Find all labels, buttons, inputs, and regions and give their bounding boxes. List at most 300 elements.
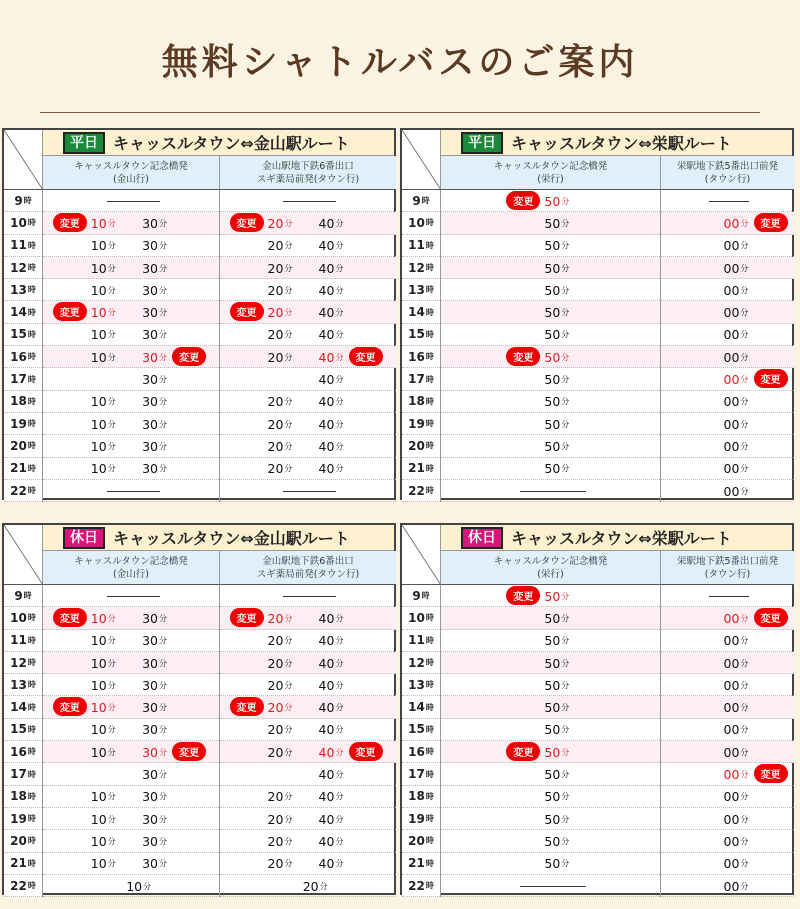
hour-cell [4, 719, 42, 741]
hour-cell [402, 324, 440, 346]
minute-value: 40 [318, 461, 335, 477]
hour-suffix: 時 [27, 680, 36, 690]
minute-value: 20 [267, 610, 284, 626]
time-cell [661, 741, 794, 763]
minute-suffix: 分 [335, 636, 344, 646]
time-cell [661, 763, 794, 785]
minute-suffix: 分 [284, 613, 293, 623]
minute-value: 10 [90, 238, 107, 254]
time-cell [43, 830, 219, 852]
no-service-dash [283, 201, 336, 202]
departure-minute [319, 324, 344, 346]
hour-cell [402, 652, 440, 674]
time-cell [441, 391, 660, 413]
minute-value: 00 [723, 461, 740, 477]
departure-minute [544, 808, 569, 830]
departure-minute [319, 830, 344, 852]
minute-value: 10 [90, 744, 107, 760]
hour-value: 19 [10, 416, 27, 431]
departure-minute [544, 696, 569, 718]
minute-suffix: 分 [107, 397, 116, 407]
minute-value: 50 [544, 416, 561, 432]
minute-suffix: 分 [107, 419, 116, 429]
departure-minute [544, 391, 569, 413]
minute-value: 00 [723, 416, 740, 432]
hour-value: 11 [408, 238, 425, 253]
departure-minute [142, 786, 167, 808]
minute-suffix: 分 [740, 725, 749, 735]
minute-suffix: 分 [561, 218, 570, 228]
minute-value: 30 [142, 744, 159, 760]
hour-cell [4, 346, 42, 368]
minute-suffix: 分 [740, 352, 749, 362]
change-badge: 変更 [754, 608, 788, 627]
departure-minute [91, 301, 116, 323]
hour-suffix: 時 [27, 285, 36, 295]
route-name: キャッスルタウン⇔金山駅ルート [113, 529, 350, 548]
minute-value: 10 [90, 394, 107, 410]
minute-suffix: 分 [107, 308, 116, 318]
minute-suffix: 分 [284, 352, 293, 362]
departure-minute [724, 480, 749, 502]
hour-value: 15 [408, 327, 425, 342]
minute-value: 10 [90, 677, 107, 693]
hour-cell [402, 607, 440, 629]
minute-value: 30 [142, 461, 159, 477]
hour-suffix: 時 [27, 240, 36, 250]
departure-minute [268, 741, 293, 763]
minute-suffix: 分 [159, 814, 168, 824]
departure-minute [724, 458, 749, 480]
hour-cell [402, 235, 440, 257]
departure-minute [544, 763, 569, 785]
minute-value: 50 [544, 327, 561, 343]
minute-suffix: 分 [740, 486, 749, 496]
time-cell [43, 480, 219, 502]
minute-suffix: 分 [561, 464, 570, 474]
departure-minute [724, 368, 749, 390]
minute-value: 50 [544, 856, 561, 872]
day-badge: 平日 [63, 132, 105, 154]
time-cell [441, 786, 660, 808]
minute-suffix: 分 [159, 241, 168, 251]
departure-minute [544, 585, 569, 607]
hour-value: 9 [412, 588, 421, 603]
hour-cell [402, 719, 440, 741]
departure-minute [544, 652, 569, 674]
hour-cell [402, 830, 440, 852]
hour-value: 21 [10, 856, 27, 871]
time-cell [661, 786, 794, 808]
departure-minute [724, 830, 749, 852]
minute-suffix: 分 [107, 703, 116, 713]
hour-suffix: 時 [425, 769, 434, 779]
departure-minute [142, 830, 167, 852]
minute-value: 50 [544, 215, 561, 231]
route-header [441, 525, 792, 551]
departure-minute [142, 212, 167, 234]
hour-suffix: 時 [27, 374, 36, 384]
departure-minute [319, 368, 344, 390]
no-service-dash [283, 491, 336, 492]
minute-suffix: 分 [159, 792, 168, 802]
minute-value: 30 [142, 610, 159, 626]
minute-value: 10 [90, 700, 107, 716]
hour-suffix: 時 [425, 329, 434, 339]
minute-suffix: 分 [284, 218, 293, 228]
minute-value: 00 [723, 677, 740, 693]
hour-suffix: 時 [27, 635, 36, 645]
hour-column [402, 190, 441, 502]
minute-suffix: 分 [561, 814, 570, 824]
minute-suffix: 分 [284, 464, 293, 474]
minute-suffix: 分 [740, 636, 749, 646]
column-header-1 [441, 156, 661, 190]
minute-suffix: 分 [159, 770, 168, 780]
hour-value: 14 [10, 305, 27, 320]
minute-suffix: 分 [107, 658, 116, 668]
hour-suffix: 時 [425, 307, 434, 317]
hour-value: 12 [10, 655, 27, 670]
departure-minute [544, 279, 569, 301]
minute-value: 40 [318, 700, 335, 716]
departure-minute [544, 830, 569, 852]
hour-value: 18 [10, 394, 27, 409]
departure-minute [142, 235, 167, 257]
departure-minute [142, 324, 167, 346]
departure-minute [91, 235, 116, 257]
time-cell [441, 696, 660, 718]
departure-minute [268, 435, 293, 457]
departure-minute [319, 301, 344, 323]
column-header-line: キャッスルタウン記念橋発 [493, 160, 608, 172]
hour-cell [402, 741, 440, 763]
minute-value: 40 [318, 767, 335, 783]
departure-minute [319, 413, 344, 435]
minute-value: 30 [142, 833, 159, 849]
departure-minute [268, 301, 293, 323]
hour-suffix: 時 [425, 613, 434, 623]
change-badge: 変更 [754, 764, 788, 783]
minute-value: 10 [90, 633, 107, 649]
diagonal-line [4, 130, 43, 190]
minute-suffix: 分 [335, 613, 344, 623]
hour-cell [4, 808, 42, 830]
minute-value: 20 [267, 811, 284, 827]
hour-value: 13 [10, 282, 27, 297]
hour-cell [402, 808, 440, 830]
time-cell [661, 607, 794, 629]
departure-minute [268, 324, 293, 346]
minute-value: 00 [723, 833, 740, 849]
time-cell [220, 607, 396, 629]
time-cell [661, 719, 794, 741]
minute-suffix: 分 [107, 792, 116, 802]
minute-suffix: 分 [740, 814, 749, 824]
change-badge: 変更 [53, 213, 87, 232]
hour-value: 20 [10, 438, 27, 453]
minute-value: 20 [267, 438, 284, 454]
departure-minute [91, 212, 116, 234]
time-cell [220, 741, 396, 763]
diagonal-line [402, 525, 441, 585]
hour-column [4, 585, 43, 897]
minute-suffix: 分 [335, 680, 344, 690]
hour-suffix: 時 [425, 396, 434, 406]
hour-value: 15 [10, 722, 27, 737]
hour-cell [4, 413, 42, 435]
change-badge: 変更 [230, 697, 264, 716]
departure-minute [544, 190, 569, 212]
hour-cell [402, 435, 440, 457]
hour-cell [402, 875, 440, 897]
time-cell [441, 190, 660, 212]
departure-minute [91, 391, 116, 413]
departure-minute [544, 301, 569, 323]
departure-minute [724, 786, 749, 808]
change-badge: 変更 [349, 347, 383, 366]
departure-minute [544, 257, 569, 279]
departure-minute [319, 853, 344, 875]
minute-value: 10 [90, 282, 107, 298]
minute-suffix: 分 [561, 770, 570, 780]
hour-suffix: 時 [425, 374, 434, 384]
minute-value: 50 [544, 655, 561, 671]
minute-value: 40 [318, 744, 335, 760]
hour-cell [4, 630, 42, 652]
minute-value: 20 [302, 878, 319, 894]
minute-suffix: 分 [284, 441, 293, 451]
minute-suffix: 分 [107, 836, 116, 846]
route-header [441, 130, 792, 156]
hour-cell [4, 235, 42, 257]
minute-suffix: 分 [159, 464, 168, 474]
hour-cell [4, 763, 42, 785]
day-badge: 休日 [461, 527, 503, 549]
time-cell [43, 368, 219, 390]
time-cell [661, 808, 794, 830]
hour-suffix: 時 [425, 680, 434, 690]
time-cell [43, 696, 219, 718]
minute-suffix: 分 [740, 241, 749, 251]
minute-suffix: 分 [335, 397, 344, 407]
column-header-line: (栄行) [537, 173, 564, 185]
time-cell [661, 480, 794, 502]
minute-suffix: 分 [335, 419, 344, 429]
departure-minute [319, 741, 344, 763]
departure-minute [724, 696, 749, 718]
change-badge: 変更 [506, 586, 540, 605]
hour-value: 22 [10, 483, 27, 498]
time-cell [220, 719, 396, 741]
minute-suffix: 分 [740, 859, 749, 869]
minute-value: 20 [267, 349, 284, 365]
departure-minute [724, 257, 749, 279]
hour-suffix: 時 [425, 658, 434, 668]
departure-minute [91, 257, 116, 279]
hour-cell [4, 674, 42, 696]
time-cell [43, 212, 219, 234]
corner-cell [402, 130, 441, 190]
time-cell [441, 346, 660, 368]
time-cell [43, 786, 219, 808]
hour-value: 10 [408, 215, 425, 230]
minute-suffix: 分 [335, 859, 344, 869]
minute-value: 00 [723, 305, 740, 321]
diagonal-line [4, 525, 43, 585]
time-cell [220, 458, 396, 480]
minute-suffix: 分 [561, 680, 570, 690]
minute-value: 40 [318, 789, 335, 805]
time-cell [220, 480, 396, 502]
departure-column-1 [441, 190, 661, 502]
departure-minute [91, 346, 116, 368]
hour-cell [402, 413, 440, 435]
minute-value: 30 [142, 767, 159, 783]
time-cell [43, 875, 219, 897]
change-badge: 変更 [754, 213, 788, 232]
column-header-line: 金山駅地下鉄6番出口 [262, 555, 354, 567]
time-cell [661, 324, 794, 346]
minute-suffix: 分 [561, 330, 570, 340]
hour-suffix: 時 [27, 858, 36, 868]
no-service-dash [520, 491, 586, 492]
hour-value: 10 [10, 215, 27, 230]
hour-suffix: 時 [425, 240, 434, 250]
minute-value: 30 [142, 215, 159, 231]
minute-value: 40 [318, 394, 335, 410]
hour-cell [402, 480, 440, 502]
departure-minute [91, 607, 116, 629]
departure-column-1 [441, 585, 661, 897]
hour-suffix: 時 [425, 285, 434, 295]
minute-suffix: 分 [284, 725, 293, 735]
departure-minute [724, 875, 749, 897]
minute-value: 50 [544, 588, 561, 604]
minute-value: 40 [318, 372, 335, 388]
minute-suffix: 分 [335, 218, 344, 228]
time-cell [43, 391, 219, 413]
hour-value: 20 [408, 833, 425, 848]
route-name: キャッスルタウン⇔金山駅ルート [113, 134, 350, 153]
minute-value: 00 [723, 767, 740, 783]
departure-column-2 [661, 190, 794, 502]
minute-value: 30 [142, 789, 159, 805]
minute-value: 10 [90, 856, 107, 872]
time-cell [220, 786, 396, 808]
minute-value: 30 [142, 677, 159, 693]
minute-value: 10 [90, 833, 107, 849]
minute-suffix: 分 [335, 441, 344, 451]
minute-value: 00 [723, 260, 740, 276]
time-cell [220, 853, 396, 875]
minute-value: 00 [723, 394, 740, 410]
column-header-1 [441, 551, 661, 585]
change-badge: 変更 [230, 213, 264, 232]
minute-suffix: 分 [740, 285, 749, 295]
hour-cell [402, 674, 440, 696]
departure-minute [319, 652, 344, 674]
minute-value: 20 [267, 305, 284, 321]
minute-suffix: 分 [561, 836, 570, 846]
minute-value: 10 [90, 438, 107, 454]
column-header-line: キャッスルタウン記念橋発 [493, 555, 608, 567]
minute-suffix: 分 [159, 613, 168, 623]
minute-value: 40 [318, 416, 335, 432]
minute-suffix: 分 [159, 636, 168, 646]
hour-cell [4, 324, 42, 346]
hour-suffix: 時 [425, 858, 434, 868]
departure-minute [142, 853, 167, 875]
minute-suffix: 分 [159, 263, 168, 273]
minute-suffix: 分 [284, 419, 293, 429]
time-cell [43, 190, 219, 212]
minute-value: 50 [544, 677, 561, 693]
time-cell [220, 830, 396, 852]
hour-value: 12 [408, 655, 425, 670]
minute-value: 20 [267, 633, 284, 649]
minute-value: 30 [142, 811, 159, 827]
minute-suffix: 分 [284, 859, 293, 869]
column-header-line: キャッスルタウン記念橋発 [74, 160, 188, 172]
minute-suffix: 分 [319, 881, 328, 891]
hour-value: 15 [408, 722, 425, 737]
change-badge: 変更 [754, 369, 788, 388]
departure-minute [724, 346, 749, 368]
column-header-1 [43, 551, 220, 585]
hour-value: 22 [408, 483, 425, 498]
departure-minute [724, 235, 749, 257]
departure-minute [268, 212, 293, 234]
hour-suffix: 時 [425, 814, 434, 824]
departure-minute [544, 324, 569, 346]
hour-suffix: 時 [27, 352, 36, 362]
no-service-dash [520, 886, 586, 887]
hour-value: 13 [408, 677, 425, 692]
minute-suffix: 分 [561, 285, 570, 295]
departure-minute [91, 279, 116, 301]
timetable-4 [400, 523, 794, 895]
hour-value: 21 [408, 856, 425, 871]
minute-value: 00 [723, 789, 740, 805]
hour-value: 19 [10, 811, 27, 826]
time-cell [661, 368, 794, 390]
change-badge: 変更 [230, 302, 264, 321]
hour-cell [402, 279, 440, 301]
minute-suffix: 分 [159, 725, 168, 735]
minute-value: 50 [544, 833, 561, 849]
minute-suffix: 分 [159, 285, 168, 295]
route-header [43, 130, 394, 156]
departure-minute [142, 696, 167, 718]
departure-minute [319, 346, 344, 368]
departure-minute [142, 301, 167, 323]
hour-value: 17 [10, 372, 27, 387]
minute-suffix: 分 [740, 218, 749, 228]
departure-minute [544, 368, 569, 390]
hour-value: 17 [408, 372, 425, 387]
time-cell [220, 235, 396, 257]
minute-value: 30 [142, 416, 159, 432]
minute-value: 50 [544, 238, 561, 254]
minute-suffix: 分 [284, 397, 293, 407]
departure-minute [268, 808, 293, 830]
minute-suffix: 分 [107, 218, 116, 228]
hour-suffix: 時 [27, 769, 36, 779]
hour-value: 12 [408, 260, 425, 275]
departure-minute [544, 458, 569, 480]
hour-cell [4, 607, 42, 629]
